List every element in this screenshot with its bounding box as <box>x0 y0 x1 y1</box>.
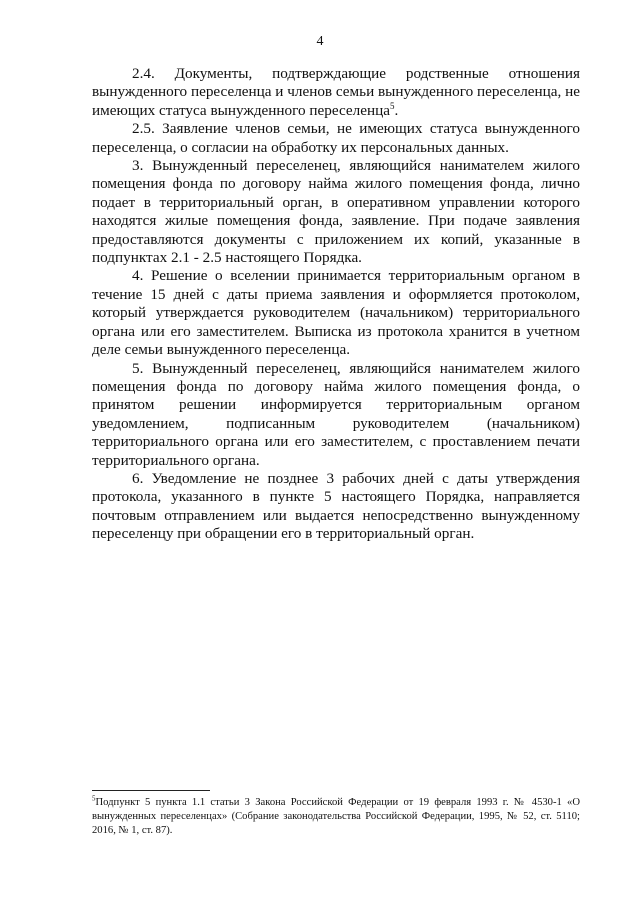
document-body <box>92 65 580 544</box>
footnote-marker: 5 <box>92 794 96 803</box>
paragraph-4: 4. Решение о вселении принимается территориальным органом в течение 15 дней с даты приема заявления и оформляется протоколом, который утверждается руководителем (начальником) территориального органа или его заместителем. Выписка из протокола хранится в учетном деле семьи вынужденного переселенца. <box>92 267 580 359</box>
paragraph-2-4 <box>92 65 580 120</box>
paragraph-2-4-tail: . <box>394 101 399 119</box>
paragraph-3: 3. Вынужденный переселенец, являющийся нанимателем жилого помещения фонда по договору найма жилого помещения фонда, лично подает в территориальный орган, в оперативном управлении которого находятся жилые помещения фонда, заявление. При подаче заявления предоставляются документы с приложением их копий, указанные в подпунктах 2.1 - 2.5 настоящего Порядка. <box>92 157 580 267</box>
footnote <box>92 796 580 838</box>
footnote-divider <box>92 790 210 791</box>
paragraph-2-4-text: 2.4. Документы, подтверждающие родственные отношения вынужденного переселенца и членов семьи вынужденного переселенца, не имеющих статуса вынужденного переселенца <box>92 65 580 119</box>
paragraph-2-5: 2.5. Заявление членов семьи, не имеющих статуса вынужденного переселенца, о согласии на обработку их персональных данных. <box>92 120 580 156</box>
paragraph-6: 6. Уведомление не позднее 3 рабочих дней с даты утверждения протокола, указанного в пункте 5 настоящего Порядка, направляется почтовым отправлением или выдается непосредственно вынужденному переселенцу при обращении его в территориальный орган. <box>92 469 580 543</box>
footnote-reference[interactable]: 5 <box>389 100 395 111</box>
footnote-text: Подпункт 5 пункта 1.1 статьи 3 Закона Российской Федерации от 19 февраля 1993 г. № 4530-1 «О вынужденных переселенцах» (Собрание законодательства Российской Федерации, 1995, № 52, ст. 5110; 2016, № 1, ст. 87). <box>92 797 580 836</box>
paragraph-5: 5. Вынужденный переселенец, являющийся нанимателем жилого помещения фонда по договору найма жилого помещения фонда, о принятом решении информируется территориальным органом уведомлением, подписанным руководителем (начальником) территориального органа или его заместителем, с проставлением печати территориального органа. <box>92 359 580 469</box>
page-number: 4 <box>316 34 324 49</box>
